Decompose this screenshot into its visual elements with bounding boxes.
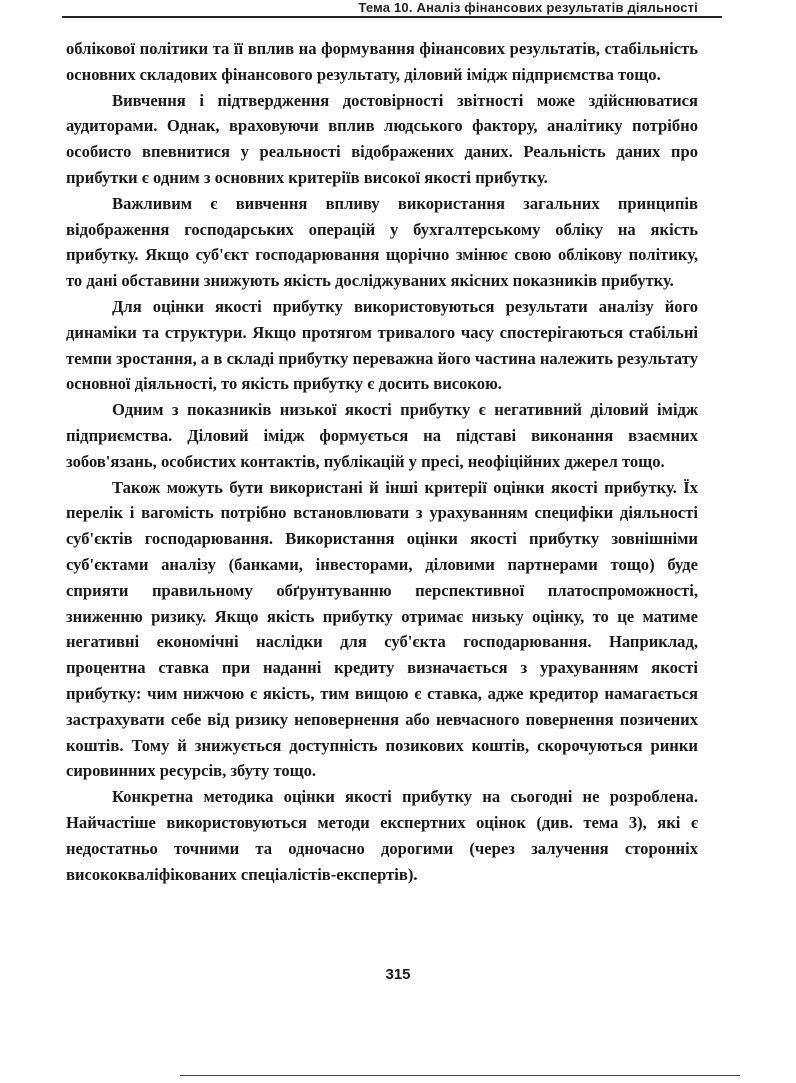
page-body	[66, 36, 698, 887]
paragraph-3: Важливим є вивчення впливу використання загальних принципів відображення господарських операцій у бухгалтерському обліку на якість прибутку. Якщо суб'єкт господарювання щорічно змінює свою облікову політику, то дані обставини знижують якість досліджуваних якісних показників прибутку.	[66, 193, 698, 291]
page-number: 315	[385, 966, 411, 983]
paragraph-2: Вивчення і підтвердження достовірності звітності може здійснюватися аудиторами. Однак, враховуючи вплив людського фактору, аналітику потрібно особисто впевнитися у реальності відображених даних. Реальність даних про прибутки є одним з основних критеріїв високої якості прибутку.	[66, 90, 698, 187]
running-header: Тема 10. Аналіз фінансових результатів діяльності	[358, 0, 698, 15]
footer-rule	[180, 1075, 740, 1076]
paragraph-5: Одним з показників низької якості прибутку є негативний діловий імідж підприємства. Діловий імідж формується на підставі виконання взаємних зобов'язань, особистих контактів, публікацій у пресі, неофіційних джерел тощо.	[66, 400, 698, 471]
paragraph-7: Конкретна методика оцінки якості прибутку на сьогодні не розроблена. Найчастіше використовуються методи експертних оцінок (див. тема 3), які є недостатньо точними та одночасно дорогими (через залучення сторонніх висококваліфікованих спеціалістів-експертів).	[66, 787, 698, 884]
paragraph-1: облікової політики та її вплив на формування фінансових результатів, стабільність основних складових фінансового результату, діловий імідж підприємства тощо.	[66, 39, 698, 84]
header-rule	[62, 16, 722, 18]
paragraph-4: Для оцінки якості прибутку використовуються результати аналізу його динаміки та структури. Якщо протягом тривалого часу спостерігаються стабільні темпи зростання, а в складі прибутку переважна його частина належить результату основної діяльності, то якість прибутку є досить високою.	[66, 296, 698, 394]
paragraph-6: Також можуть бути використані й інші критерії оцінки якості прибутку. Їх перелік і вагомість потрібно встановлювати з урахуванням специфіки діяльності суб'єктів господарювання. Використання оцінки якості прибутку зовнішніми суб'єктами аналізу (банками, інвесторами, діловими партнерами тощо) буде сприяти правильному обґрунтуванню перспективної платоспроможності, зниженню ризику. Якщо якість прибутку отримає низьку оцінку, то це матиме негативні економічні наслідки для суб'єкта господарювання. Наприклад, процентна ставка при наданні кредиту визначається з урахуванням якості прибутку: чим нижчою є якість, тим вищою є ставка, адже кредитор намагається застрахувати себе від ризику неповернення або невчасного повернення позичених коштів. Тому й знижується доступність позикових коштів, скорочуються ринки сировинних ресурсів, збуту тощо.	[66, 477, 698, 781]
